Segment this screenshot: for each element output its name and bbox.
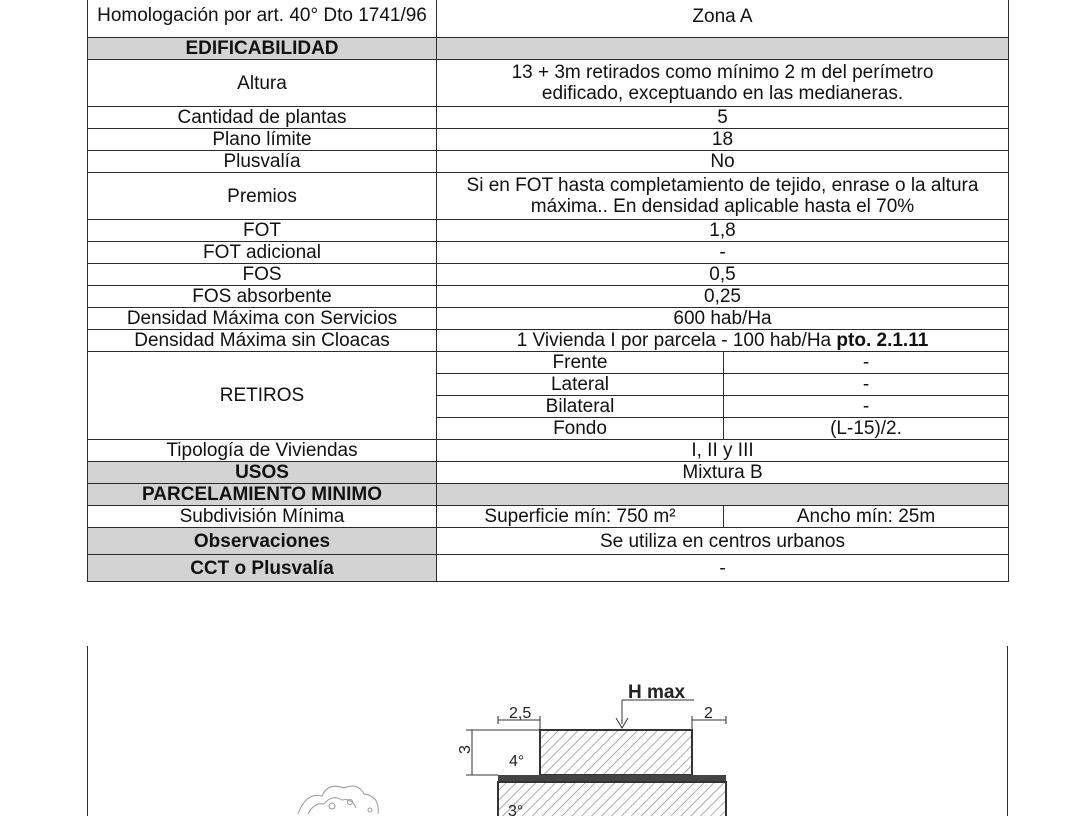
observaciones-label: Observaciones xyxy=(88,528,437,555)
fos-absorbente-label: FOS absorbente xyxy=(88,286,437,308)
row-fos xyxy=(88,264,1009,286)
homologacion-label: Homologación por art. 40° Dto 1741/96 xyxy=(88,0,437,38)
densidad-servicios-value: 600 hab/Ha xyxy=(437,308,1009,330)
row-premios xyxy=(88,173,1009,220)
plusvalia-label: Plusvalía xyxy=(88,151,437,173)
hmax-label: H max xyxy=(628,682,686,703)
row-fos-absorbente xyxy=(88,286,1009,308)
row-altura xyxy=(88,60,1009,107)
dim-left-label: 2,5 xyxy=(509,705,532,722)
section-fill xyxy=(437,484,1009,506)
fot-value: 1,8 xyxy=(437,220,1009,242)
fos-absorbente-value: 0,25 xyxy=(437,286,1009,308)
row-observaciones xyxy=(88,528,1009,555)
plantas-label: Cantidad de plantas xyxy=(88,107,437,129)
retiro-name: Bilateral xyxy=(437,396,724,418)
row-cct xyxy=(88,555,1009,582)
cct-label: CCT o Plusvalía xyxy=(88,555,437,582)
retiros-row-frente xyxy=(88,352,1009,374)
row-plantas xyxy=(88,107,1009,129)
row-tipologia xyxy=(88,440,1009,462)
usos-value: Mixtura B xyxy=(437,462,1009,484)
tipologia-label: Tipología de Viviendas xyxy=(88,440,437,462)
homologacion-value: Zona A xyxy=(437,0,1009,38)
retiro-value: - xyxy=(724,352,1009,374)
subdivision-ancho: Ancho mín: 25m xyxy=(724,506,1009,528)
retiro-value: - xyxy=(724,396,1009,418)
floor-3-block xyxy=(498,782,726,816)
retiro-value: (L-15)/2. xyxy=(724,418,1009,440)
section-title-edificabilidad: EDIFICABILIDAD xyxy=(88,38,437,60)
plusvalia-value: No xyxy=(437,151,1009,173)
floor-4-label: 4° xyxy=(509,753,525,770)
altura-value: 13 + 3m retirados como mínimo 2 m del perímetro edificado, exceptuando en las medianeras. xyxy=(437,60,1009,107)
section-parcelamiento xyxy=(88,484,1009,506)
fot-label: FOT xyxy=(88,220,437,242)
dim-height-label: 3 xyxy=(457,745,474,754)
floor-4-block xyxy=(540,730,692,775)
plantas-value: 5 xyxy=(437,107,1009,129)
densidad-cloacas-value xyxy=(437,330,1009,352)
row-densidad-cloacas xyxy=(88,330,1009,352)
tree-sketch xyxy=(298,786,378,814)
section-usos xyxy=(88,462,1009,484)
densidad-cloacas-label: Densidad Máxima sin Cloacas xyxy=(88,330,437,352)
premios-value: Si en FOT hasta completamiento de tejido, enrase o la altura máxima.. En densidad aplicable hasta el 70% xyxy=(437,173,1009,220)
row-fot xyxy=(88,220,1009,242)
building-section-svg xyxy=(88,646,1009,816)
section-fill xyxy=(437,38,1009,60)
fos-label: FOS xyxy=(88,264,437,286)
densidad-servicios-label: Densidad Máxima con Servicios xyxy=(88,308,437,330)
row-plano-limite xyxy=(88,129,1009,151)
altura-label: Altura xyxy=(88,60,437,107)
plano-label: Plano límite xyxy=(88,129,437,151)
retiro-name: Fondo xyxy=(437,418,724,440)
densidad-cloacas-text: 1 Vivienda I por parcela - 100 hab/Ha xyxy=(516,330,837,351)
fot-adicional-value: - xyxy=(437,242,1009,264)
tipologia-value: I, II y III xyxy=(437,440,1009,462)
subdivision-superficie: Superficie mín: 750 m² xyxy=(437,506,724,528)
fos-value: 0,5 xyxy=(437,264,1009,286)
retiro-value: - xyxy=(724,374,1009,396)
observaciones-value: Se utiliza en centros urbanos xyxy=(437,528,1009,555)
row-fot-adicional xyxy=(88,242,1009,264)
plano-value: 18 xyxy=(437,129,1009,151)
retiros-label: RETIROS xyxy=(88,352,437,440)
row-plusvalia xyxy=(88,151,1009,173)
section-title-usos: USOS xyxy=(88,462,437,484)
fot-adicional-label: FOT adicional xyxy=(88,242,437,264)
slab xyxy=(498,775,726,782)
retiro-name: Frente xyxy=(437,352,724,374)
zoning-table xyxy=(87,0,1009,582)
row-subdivision xyxy=(88,506,1009,528)
subdivision-label: Subdivisión Mínima xyxy=(88,506,437,528)
section-drawing xyxy=(87,646,1008,816)
cct-value: - xyxy=(437,555,1009,582)
retiro-name: Lateral xyxy=(437,374,724,396)
densidad-cloacas-ref: pto. 2.1.11 xyxy=(836,330,929,351)
row-densidad-servicios xyxy=(88,308,1009,330)
dim-right-label: 2 xyxy=(704,705,713,722)
premios-label: Premios xyxy=(88,173,437,220)
floor-3-label: 3° xyxy=(508,803,524,816)
section-edificabilidad xyxy=(88,38,1009,60)
section-title-parcelamiento: PARCELAMIENTO MINIMO xyxy=(88,484,437,506)
homologacion-row xyxy=(88,0,1009,38)
